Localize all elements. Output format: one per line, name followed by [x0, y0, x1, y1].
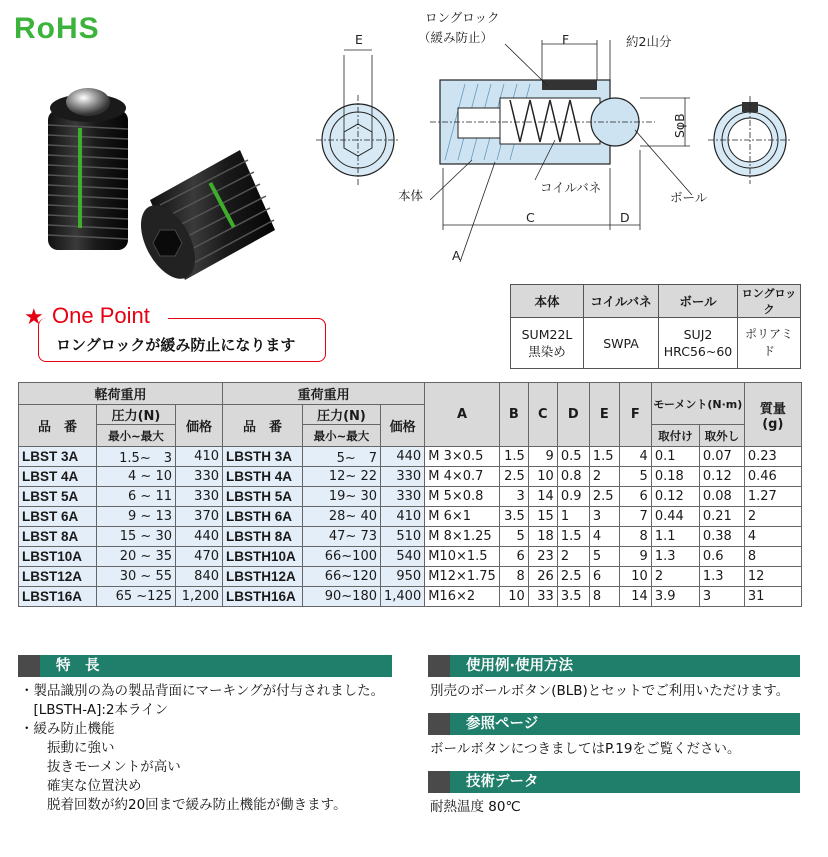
mat-header: コイルバネ [584, 285, 659, 318]
table-cell: 440 [176, 527, 223, 547]
table-cell: 3.5 [557, 587, 589, 607]
table-cell: 4 [619, 447, 651, 467]
header-tighten: 取付け [651, 425, 699, 447]
table-cell: 0.12 [651, 487, 699, 507]
table-cell: 0.6 [699, 547, 744, 567]
header-light-load: 軽荷重用 [19, 383, 223, 405]
label-long-lock-sub: （緩み防止） [418, 30, 494, 45]
header-minmax-heavy: 最小~最大 [303, 425, 381, 447]
features-title: 特 長 [56, 658, 100, 674]
table-cell: 8 [499, 567, 528, 587]
label-body: 本体 [398, 188, 424, 203]
table-cell: LBST 4A [19, 467, 97, 487]
table-cell: 9 [528, 447, 557, 467]
table-cell: 0.38 [699, 527, 744, 547]
label-SB: SφB [672, 113, 687, 138]
one-point-title: One Point [52, 303, 150, 328]
table-cell: 6 [499, 547, 528, 567]
feature-line: 抜きモーメントが高い [20, 759, 181, 775]
header-moment: モーメント(N·m) [651, 383, 744, 425]
label-ball: ボール [670, 190, 708, 205]
table-cell: 0.1 [651, 447, 699, 467]
label-E: E [355, 32, 363, 47]
tech-text: 耐熱温度 80℃ [430, 799, 521, 815]
table-cell: LBSTH12A [223, 567, 303, 587]
header-mass: 質量 (g) [744, 383, 801, 447]
table-cell: LBSTH 8A [223, 527, 303, 547]
table-cell: 65 ~125 [97, 587, 176, 607]
table-cell: 1.3 [699, 567, 744, 587]
header-D: D [557, 383, 589, 447]
feature-line: 脱着回数が約20回まで緩み防止機能が働きます。 [20, 797, 347, 813]
mat-cell: SWPA [584, 318, 659, 369]
table-cell: LBST 8A [19, 527, 97, 547]
table-cell: 1,200 [176, 587, 223, 607]
rohs-logo: RoHS [14, 12, 100, 45]
table-cell: 4 [589, 527, 619, 547]
table-cell: 66~120 [303, 567, 381, 587]
table-cell: 0.21 [699, 507, 744, 527]
section-usage [428, 655, 800, 677]
table-cell: 0.12 [699, 467, 744, 487]
table-cell: 0.08 [699, 487, 744, 507]
table-cell: 19~ 30 [303, 487, 381, 507]
table-cell: 1,400 [381, 587, 425, 607]
table-cell: 0.07 [699, 447, 744, 467]
header-part-no-heavy: 品 番 [223, 405, 303, 447]
table-row [19, 527, 802, 547]
table-cell: 33 [528, 587, 557, 607]
table-cell: 0.46 [744, 467, 801, 487]
table-cell: 3 [499, 487, 528, 507]
table-cell: 330 [381, 467, 425, 487]
one-point-box-top [168, 318, 326, 328]
table-cell: 8 [589, 587, 619, 607]
table-cell: 440 [381, 447, 425, 467]
spec-table [18, 382, 802, 607]
table-cell: 2 [744, 507, 801, 527]
table-row [19, 487, 802, 507]
table-cell: 1.5 [557, 527, 589, 547]
label-F: F [562, 32, 570, 47]
table-cell: LBSTH 3A [223, 447, 303, 467]
table-cell: 1.5~ 3 [97, 447, 176, 467]
feature-line: ・製品識別の為の製品背面にマーキングが付与されました。 [20, 683, 385, 699]
mat-header: 本体 [511, 285, 584, 318]
header-heavy-load: 重荷重用 [223, 383, 425, 405]
table-cell: 5 [499, 527, 528, 547]
table-cell: 3.9 [651, 587, 699, 607]
table-cell: 9 [619, 547, 651, 567]
header-F: F [619, 383, 651, 447]
table-cell: 23 [528, 547, 557, 567]
table-cell: 15 [528, 507, 557, 527]
table-cell: 9 ~ 13 [97, 507, 176, 527]
table-cell: 6 ~ 11 [97, 487, 176, 507]
table-cell: 0.23 [744, 447, 801, 467]
table-cell: 12~ 22 [303, 467, 381, 487]
table-cell: 8 [744, 547, 801, 567]
table-cell: 3.5 [499, 507, 528, 527]
table-cell: 410 [381, 507, 425, 527]
usage-title: 使用例·使用方法 [466, 658, 574, 674]
header-pressure-heavy: 圧力(N) [303, 405, 381, 425]
table-cell: LBST 3A [19, 447, 97, 467]
table-cell: 31 [744, 587, 801, 607]
feature-line: [LBSTH-A]:2本ライン [20, 702, 169, 718]
section-reference [428, 713, 800, 735]
table-cell: LBST 5A [19, 487, 97, 507]
table-row [19, 447, 802, 467]
table-cell: 2.5 [499, 467, 528, 487]
table-row [19, 567, 802, 587]
table-cell: 1.5 [589, 447, 619, 467]
table-cell: 840 [176, 567, 223, 587]
table-cell: 0.18 [651, 467, 699, 487]
header-part-no: 品 番 [19, 405, 97, 447]
label-D: D [620, 210, 630, 225]
label-A: A [452, 248, 461, 263]
table-cell: 5 [619, 467, 651, 487]
table-cell: 6 [619, 487, 651, 507]
table-cell: 10 [499, 587, 528, 607]
table-cell: 2.5 [589, 487, 619, 507]
table-cell: 66~100 [303, 547, 381, 567]
section-features [18, 655, 392, 677]
table-cell: 2.5 [557, 567, 589, 587]
table-cell: 2 [557, 547, 589, 567]
feature-line: 確実な位置決め [20, 778, 142, 794]
table-cell: 0.44 [651, 507, 699, 527]
table-cell: 0.5 [557, 447, 589, 467]
mat-header: ロングロック [738, 285, 801, 318]
table-cell: 6 [589, 567, 619, 587]
table-cell: 1.1 [651, 527, 699, 547]
tech-title: 技術データ [466, 774, 539, 790]
table-cell: 1 [557, 507, 589, 527]
table-cell: 540 [381, 547, 425, 567]
header-price: 価格 [176, 405, 223, 447]
usage-text: 別売のボールボタン(BLB)とセットでご利用いただけます。 [430, 683, 790, 699]
star-icon: ★ [24, 304, 44, 329]
table-row [19, 467, 802, 487]
table-cell: M 3×0.5 [425, 447, 500, 467]
table-cell: 28~ 40 [303, 507, 381, 527]
table-cell: 7 [619, 507, 651, 527]
mat-cell: ポリアミド [738, 318, 801, 369]
feature-line: ・緩み防止機能 [20, 721, 115, 737]
header-price-heavy: 価格 [381, 405, 425, 447]
feature-line: 振動に強い [20, 740, 115, 756]
table-cell: 20 ~ 35 [97, 547, 176, 567]
table-cell: 0.9 [557, 487, 589, 507]
table-cell: 5 [589, 547, 619, 567]
table-cell: 3 [589, 507, 619, 527]
materials-table [510, 284, 801, 369]
table-cell: 30 ~ 55 [97, 567, 176, 587]
table-cell: 330 [176, 467, 223, 487]
table-cell: 330 [176, 487, 223, 507]
label-C: C [526, 210, 535, 225]
header-pressure: 圧力(N) [97, 405, 176, 425]
table-cell: 1.3 [651, 547, 699, 567]
table-cell: 14 [619, 587, 651, 607]
table-cell: 14 [528, 487, 557, 507]
section-tech-data [428, 771, 800, 793]
table-cell: LBSTH16A [223, 587, 303, 607]
label-long-lock: ロングロック [425, 10, 500, 25]
table-row [19, 507, 802, 527]
table-cell: LBSTH10A [223, 547, 303, 567]
table-cell: 2 [651, 567, 699, 587]
table-row [19, 547, 802, 567]
table-cell: 26 [528, 567, 557, 587]
table-cell: M 6×1 [425, 507, 500, 527]
label-coil-spring: コイルバネ [540, 180, 602, 195]
product-photo [30, 80, 280, 280]
header-E: E [589, 383, 619, 447]
table-cell: LBST 6A [19, 507, 97, 527]
table-cell: 4 ~ 10 [97, 467, 176, 487]
table-cell: 10 [619, 567, 651, 587]
one-point-text: ロングロックが緩み防止になります [56, 336, 296, 354]
table-cell: 8 [619, 527, 651, 547]
table-cell: 330 [381, 487, 425, 507]
table-cell: 950 [381, 567, 425, 587]
mat-cell: SUJ2 HRC56~60 [659, 318, 738, 369]
mat-cell: SUM22L 黒染め [511, 318, 584, 369]
header-remove: 取外し [699, 425, 744, 447]
table-cell: 370 [176, 507, 223, 527]
reference-title: 参照ページ [466, 716, 539, 732]
table-cell: M 4×0.7 [425, 467, 500, 487]
table-cell: 47~ 73 [303, 527, 381, 547]
header-minmax: 最小~最大 [97, 425, 176, 447]
table-cell: LBSTH 4A [223, 467, 303, 487]
table-cell: 2 [589, 467, 619, 487]
table-cell: 410 [176, 447, 223, 467]
table-cell: M12×1.75 [425, 567, 500, 587]
table-cell: 3 [699, 587, 744, 607]
table-cell: LBSTH 6A [223, 507, 303, 527]
table-cell: 12 [744, 567, 801, 587]
table-cell: LBST16A [19, 587, 97, 607]
table-cell: 1.27 [744, 487, 801, 507]
reference-text: ボールボタンにつきましてはP.19をご覧ください。 [430, 741, 741, 757]
table-cell: 90~180 [303, 587, 381, 607]
table-cell: 470 [176, 547, 223, 567]
table-cell: LBST10A [19, 547, 97, 567]
header-A: A [425, 383, 500, 447]
table-cell: 1.5 [499, 447, 528, 467]
table-cell: 0.8 [557, 467, 589, 487]
header-B: B [499, 383, 528, 447]
table-cell: M10×1.5 [425, 547, 500, 567]
table-cell: 4 [744, 527, 801, 547]
mat-header: ボール [659, 285, 738, 318]
table-cell: LBSTH 5A [223, 487, 303, 507]
label-approx-threads: 約2山分 [626, 34, 672, 49]
table-cell: M16×2 [425, 587, 500, 607]
table-cell: 15 ~ 30 [97, 527, 176, 547]
table-cell: 510 [381, 527, 425, 547]
table-cell: LBST12A [19, 567, 97, 587]
table-cell: M 5×0.8 [425, 487, 500, 507]
table-cell: M 8×1.25 [425, 527, 500, 547]
table-row [19, 587, 802, 607]
table-cell: 5~ 7 [303, 447, 381, 467]
header-C: C [528, 383, 557, 447]
table-cell: 18 [528, 527, 557, 547]
table-cell: 10 [528, 467, 557, 487]
